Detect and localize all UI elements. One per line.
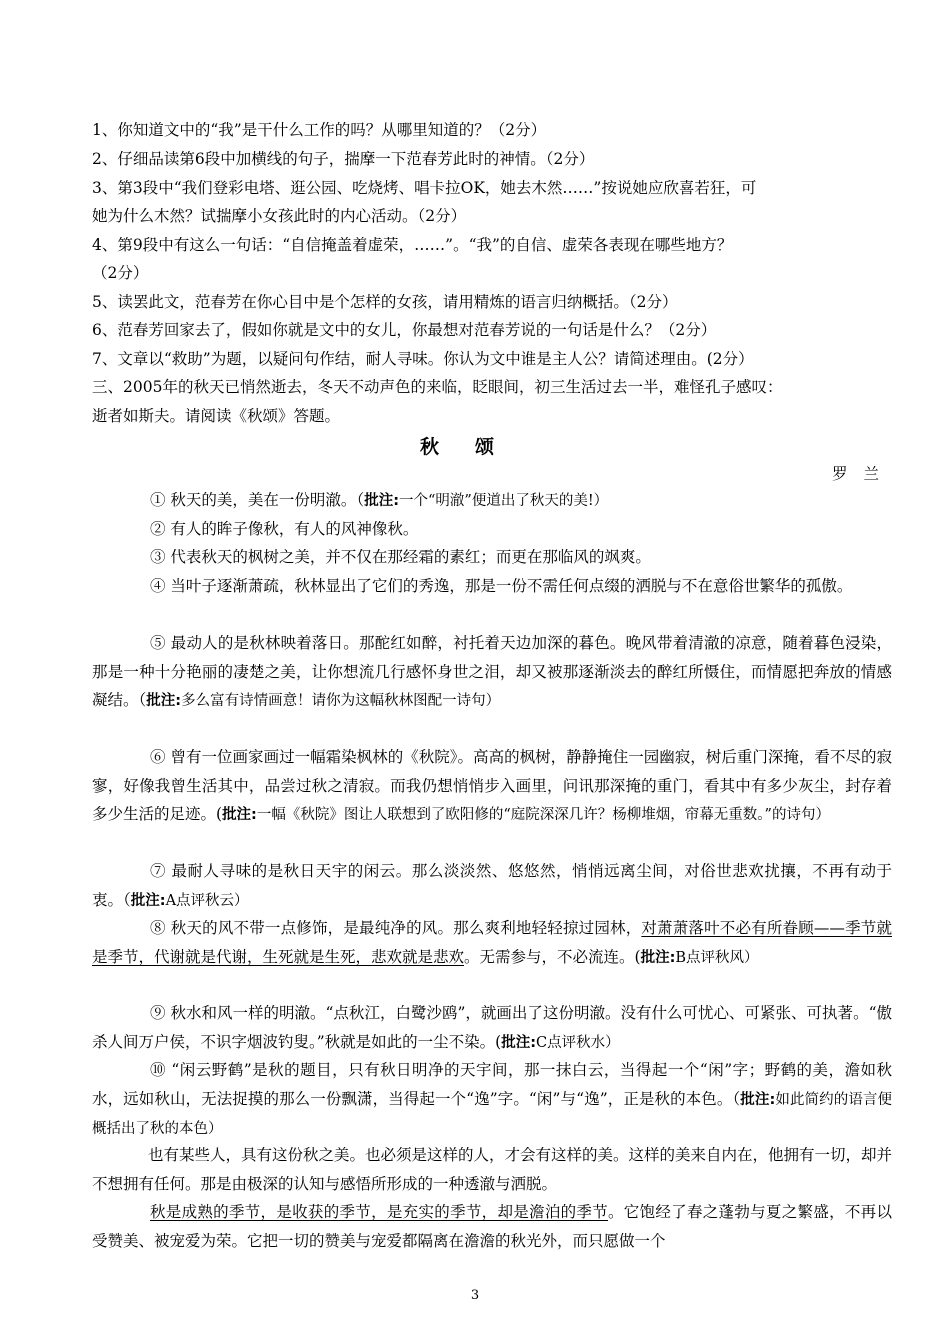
paragraph-11: 也有某些人，具有这份秋之美。也必须是这样的人，才会有这样的美。这样的美来自内在，他拥有一切，却并不想拥有任何。那是由极深的认知与感悟所形成的一种透澈与洒脱。	[92, 1146, 893, 1193]
paragraph-2: ② 有人的眸子像秋，有人的风神像秋。	[150, 520, 419, 538]
question-7: 7、文章以“救助”为题，以疑问句作结，耐人寻味。你认为文中谁是主人公？请简述理由。(2分）	[92, 350, 754, 368]
question-5: 5、读罢此文，范春芳在你心目中是个怎样的女孩，请用精炼的语言归纳概括。（2分）	[92, 293, 678, 311]
question-2: 2、仔细品读第6段中加横线的句子，揣摩一下范春芳此时的神情。（2分）	[92, 150, 595, 168]
paragraph-9: ⑨ 秋水和风一样的明澈。“点秋江，白鹭沙鸥”，就画出了这份明澈。没有什么可忧心、可紧张、可执著。“傲杀人间万户侯，不识字烟波钓叟。”秋就是如此的一尘不染。(批注:C点评秋水）	[92, 1004, 892, 1051]
section-three-line2: 逝者如斯夫。请阅读《秋颂》答题。	[92, 407, 341, 425]
essay-title: 秋颂	[419, 436, 530, 458]
essay-author: 罗兰	[832, 465, 896, 483]
annotation-label: 批注:	[222, 807, 257, 823]
underlined-sentence: 秋是成熟的季节，是收获的季节，是充实的季节，却是澹泊的季节	[150, 1203, 608, 1221]
paragraph-3: ③ 代表秋天的枫树之美，并不仅在那经霜的素红；而更在那临风的飒爽。	[150, 548, 651, 566]
question-1: 1、你知道文中的“我”是干什么工作的吗？从哪里知道的？（2分）	[92, 121, 547, 139]
paragraph-7: ⑦ 最耐人寻味的是秋日天宇的闲云。那么淡淡然、悠悠然，悄悄远离尘间，对俗世悲欢扰攘，不再有动于衷。（批注:A点评秋云）	[92, 862, 892, 909]
annotation-label: 批注:	[364, 493, 400, 509]
annotation-label: 批注:	[146, 693, 182, 709]
paragraph-1: ① 秋天的美，美在一份明澈。（批注:一个“明澈”便道出了秋天的美!）	[150, 491, 609, 509]
annotation-label: 批注:	[640, 949, 676, 966]
paragraph-4: ④ 当叶子逐渐萧疏，秋林显出了它们的秀逸，那是一份不需任何点缀的洒脱与不在意俗世繁华的孤傲。	[150, 577, 853, 595]
annotation-label: 批注:	[130, 892, 166, 909]
underlined-sentence: 对萧萧落叶不必有所眷顾——季节就是季节，代谢就是代谢，生死就是生死，悲欢就是悲欢	[92, 919, 892, 966]
annotation-label: 批注:	[740, 1091, 776, 1108]
paragraph-5: ⑤ 最动人的是秋林映着落日。那酡红如醉，衬托着天边加深的暮色。晚风带着清澈的凉意，随着暮色浸染，那是一种十分艳丽的凄楚之美，让你想流几行感怀身世之泪，却又被那逐渐淡去的醉红所慑住，而情愿把奔放的情感凝结。（批注:多么富有诗情画意！请你为这幅秋林图配一诗句）	[92, 634, 892, 709]
section-three-line1: 三、2005年的秋天已悄然逝去，冬天不动声色的来临，眨眼间，初三生活过去一半，难怪孔子感叹：	[92, 378, 783, 396]
page-number: 3	[470, 1288, 480, 1303]
question-3-line2: 她为什么木然？试揣摩小女孩此时的内心活动。（2分）	[92, 207, 467, 225]
question-3-line1: 3、第3段中“我们登彩电塔、逛公园、吃烧烤、唱卡拉OK，她去木然……”按说她应欣喜若狂，可	[92, 179, 757, 197]
paragraph-8: ⑧ 秋天的风不带一点修饰，是最纯净的风。那么爽利地轻轻掠过园林，对萧萧落叶不必有所眷顾——季节就是季节，代谢就是代谢，生死就是生死，悲欢就是悲欢。无需参与，不必流连。(批注:B点评秋风）	[92, 919, 892, 966]
question-4-line2: （2分）	[92, 264, 149, 282]
paragraph-10: ⑩ “闲云野鹤”是秋的题目，只有秋日明净的天宇间，那一抹白云，当得起一个“闲”字；野鹤的美，澹如秋水，远如秋山，无法捉摸的那么一份飘潇，当得起一个“逸”字。“闲”与“逸”，正是秋的本色。（批注:如此简约的语言便概括出了秋的本色）	[92, 1061, 892, 1137]
question-4-line1: 4、第9段中有这么一句话：“自信掩盖着虚荣，……”。“我”的自信、虚荣各表现在哪些地方？	[92, 236, 733, 254]
paragraph-6: ⑥ 曾有一位画家画过一幅霜染枫林的《秋院》。高高的枫树，静静掩住一园幽寂，树后重门深掩，看不尽的寂寥，好像我曾生活其中，品尝过秋之清寂。而我仍想悄悄步入画里，问讯那深掩的重门，看其中有多少灰尘，封存着多少生活的足迹。(批注:一幅《秋院》图让人联想到了欧阳修的“庭院深深几许？杨柳堆烟，帘幕无重数。”的诗句）	[92, 748, 892, 823]
annotation-label: 批注:	[501, 1034, 537, 1051]
paragraph-12: 秋是成熟的季节，是收获的季节，是充实的季节，却是澹泊的季节。它饱经了春之蓬勃与夏之繁盛，不再以受赞美、被宠爱为荣。它把一切的赞美与宠爱都隔离在澹澹的秋光外，而只愿做一个	[92, 1203, 892, 1250]
question-6: 6、范春芳回家去了，假如你就是文中的女儿，你最想对范春芳说的一句话是什么？（2分）	[92, 321, 717, 339]
